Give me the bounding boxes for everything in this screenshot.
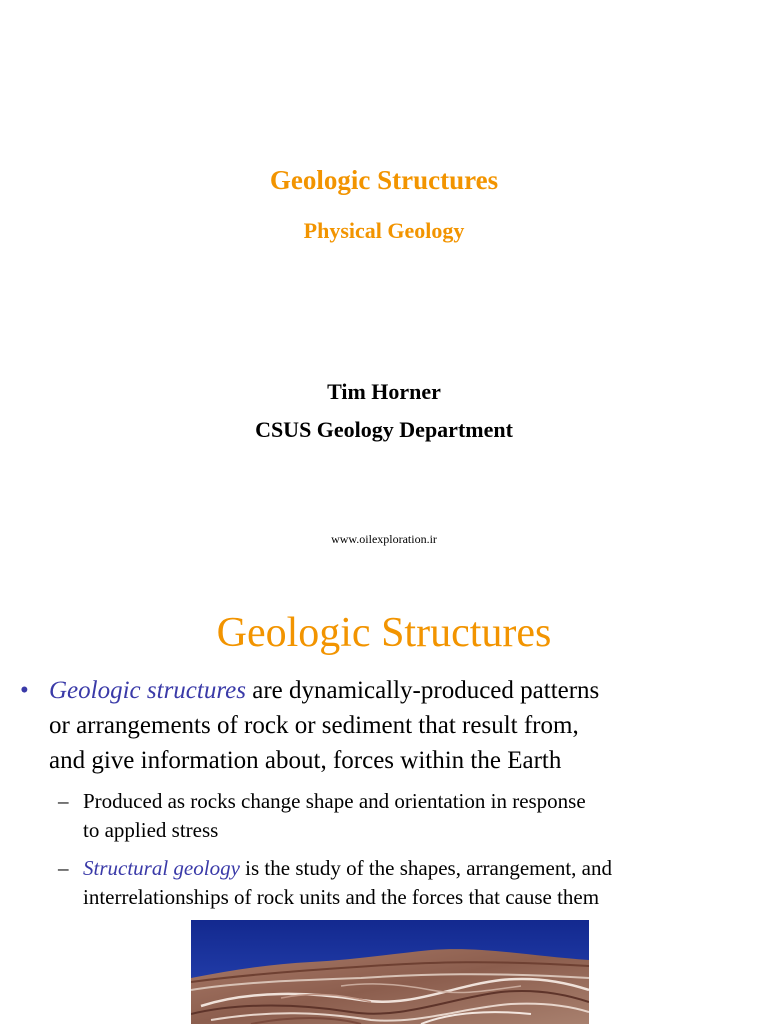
sub-bullet-2 <box>58 854 738 912</box>
author-department: CSUS Geology Department <box>255 417 513 442</box>
author-name: Tim Horner <box>327 379 441 404</box>
sub-bullet-1-line-2: to applied stress <box>83 818 219 842</box>
slide-subtitle: Physical Geology <box>303 218 465 243</box>
term-structural-geology: Structural geology <box>83 856 240 880</box>
slide-title: Geologic Structures <box>269 165 499 195</box>
sub-bullet-1-line-1: Produced as rocks change shape and orientation in response <box>83 789 586 813</box>
sub-bullet-2-text <box>83 854 738 912</box>
dash-icon: – <box>58 856 69 880</box>
dash-icon: – <box>58 789 69 813</box>
main-bullet-line-1 <box>49 673 750 708</box>
sub-bullet-2-line-2: interrelationships of rock units and the forces that cause them <box>83 885 600 909</box>
term-geologic-structures: Geologic structures <box>49 677 246 704</box>
bullet-icon: • <box>20 677 29 704</box>
main-bullet-text <box>49 673 750 778</box>
sub-bullet-2-line-1 <box>83 854 738 883</box>
folded-rock-image <box>191 920 589 1024</box>
sub-bullet-1 <box>58 787 738 845</box>
main-bullet <box>20 673 750 778</box>
folded-rock-photo <box>191 920 589 1024</box>
sub-bullet-2-line-1-rest: is the study of the shapes, arrangement, and <box>239 856 612 880</box>
main-bullet-line-2: or arrangements of rock or sediment that result from, <box>49 712 579 739</box>
slide2-title: Geologic Structures <box>216 610 552 656</box>
main-bullet-line-3: and give information about, forces within the Earth <box>49 747 562 774</box>
source-url[interactable]: www.oilexploration.ir <box>331 532 437 546</box>
main-bullet-line-1-rest: are dynamically-produced patterns <box>245 677 600 704</box>
sub-bullet-1-text <box>83 787 738 845</box>
